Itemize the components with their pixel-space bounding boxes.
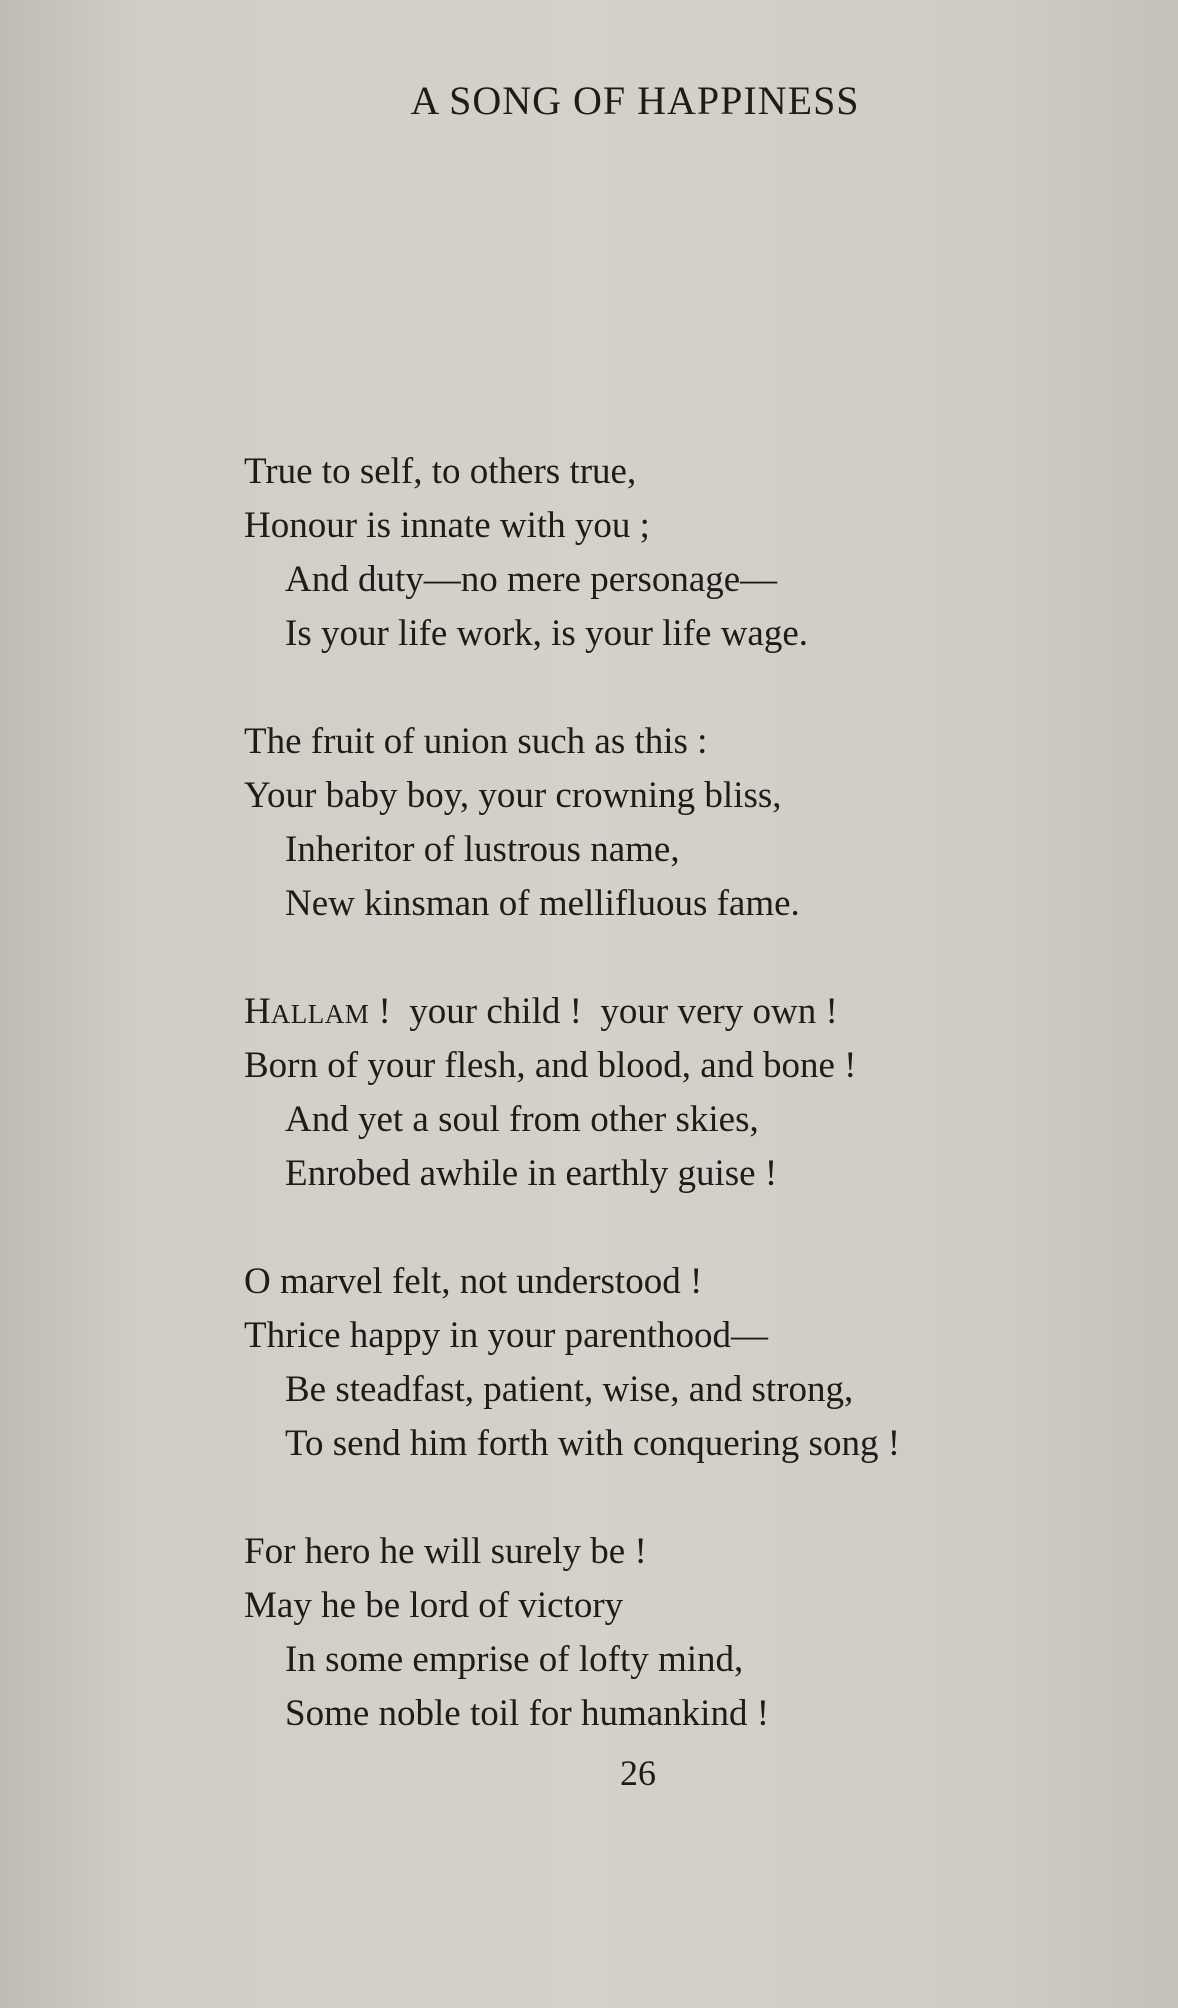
- stanza-4: [244, 1255, 1104, 1471]
- poem-line: And yet a soul from other skies,: [285, 1099, 759, 1140]
- stanza-2: [244, 715, 1104, 931]
- poem-line: And duty—no mere personage—: [285, 559, 778, 600]
- stanza-5: [244, 1525, 1104, 1741]
- poem-line: Honour is innate with you ;: [244, 505, 650, 546]
- poem-line: O marvel felt, not understood !: [244, 1261, 703, 1302]
- stanza-1: [244, 445, 1104, 661]
- poem-line: New kinsman of mellifluous fame.: [285, 883, 800, 924]
- poem-line: [244, 985, 1104, 1039]
- poem-line: Some noble toil for humankind !: [285, 1693, 770, 1734]
- poem-line: May he be lord of victory: [244, 1585, 624, 1626]
- line-remainder: ! your child ! your very own !: [369, 991, 838, 1032]
- poem-line: In some emprise of lofty mind,: [285, 1639, 744, 1680]
- poem-line: True to self, to others true,: [244, 451, 637, 492]
- poem-line: Enrobed awhile in earthly guise !: [285, 1153, 778, 1194]
- poem-line: To send him forth with conquering song !: [285, 1423, 901, 1464]
- poem-line: Is your life work, is your life wage.: [285, 613, 809, 654]
- poem-line: Born of your flesh, and blood, and bone !: [244, 1045, 857, 1086]
- poem-line: Be steadfast, patient, wise, and strong,: [285, 1369, 854, 1410]
- name-small-caps-initial: H: [244, 991, 271, 1032]
- poem-line: The fruit of union such as this :: [244, 721, 708, 762]
- stanza-3: [244, 985, 1104, 1201]
- poem: [244, 445, 1104, 1741]
- poem-line: Inheritor of lustrous name,: [285, 829, 680, 870]
- name-small-caps-rest: ALLAM: [270, 999, 370, 1029]
- running-head: A SONG OF HAPPINESS: [410, 78, 860, 123]
- poem-line: For hero he will surely be !: [244, 1531, 647, 1572]
- page-number: 26: [620, 1753, 656, 1793]
- poem-line: Thrice happy in your parenthood—: [244, 1315, 769, 1356]
- poem-line: Your baby boy, your crowning bliss,: [244, 775, 782, 816]
